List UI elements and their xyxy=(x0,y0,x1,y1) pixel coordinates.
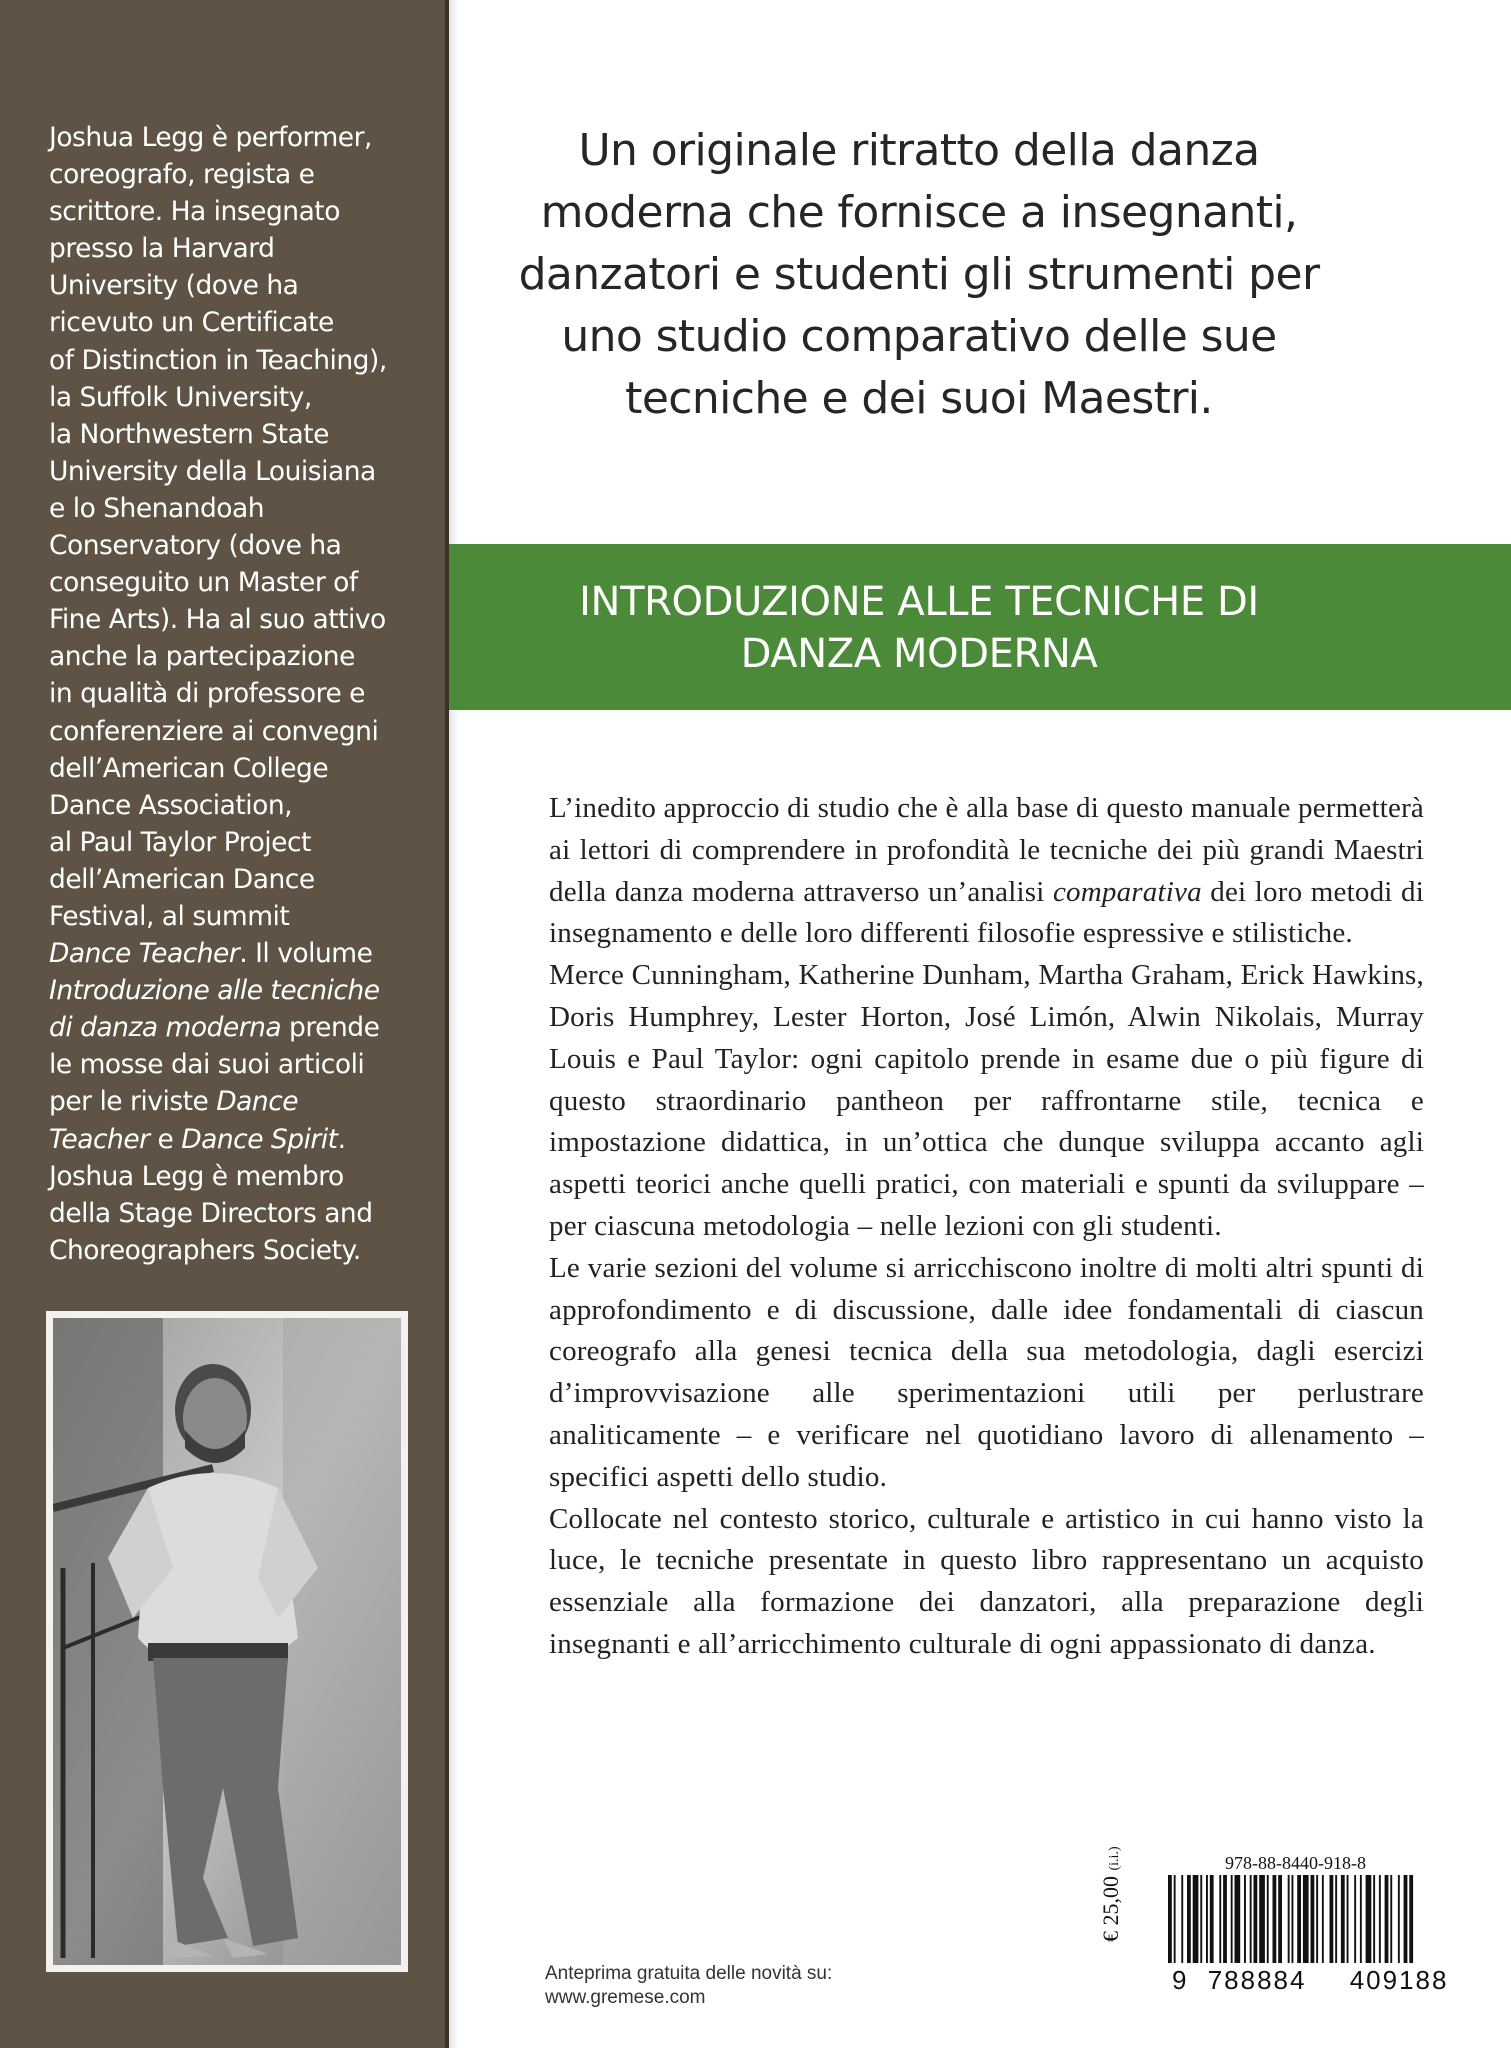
book-title: Introduzione alle tecniche xyxy=(49,975,380,1007)
isbn-number: 978-88-8440-918-8 xyxy=(1225,1853,1366,1873)
bio-text: prende xyxy=(281,1012,380,1044)
bio-line: scrittore. Ha insegnato xyxy=(49,196,340,228)
bio-text: e xyxy=(149,1123,182,1155)
bio-line: dell’American Dance xyxy=(49,863,315,895)
bio-line: conferenziere ai convegni xyxy=(49,715,379,747)
bio-line: anche la partecipazione xyxy=(49,641,355,673)
bio-line: coreografo, regista e xyxy=(49,159,315,191)
bio-line: le mosse dai suoi articoli xyxy=(49,1049,365,1081)
author-bio xyxy=(49,119,429,1269)
bio-line: Choreographers Society. xyxy=(49,1234,361,1266)
title-line: INTRODUZIONE ALLE TECNICHE DI xyxy=(579,579,1259,625)
bio-text: . xyxy=(337,1123,346,1155)
author-photo xyxy=(46,1311,408,1972)
bio-line: la Suffolk University, xyxy=(49,381,312,413)
bio-line xyxy=(49,1083,429,1120)
bio-line xyxy=(49,1121,429,1158)
description-paragraph: Le varie sezioni del volume si arricchiscono inoltre di molti altri spunti di approfondimento e di discussione, dalle idee fondamentali di ciascun coreografo alla genesi tecnica della sua metodologia, dagli esercizi d’improvvisazione alle sperimentazioni utili per perlustrare analiticamente – e verificare nel quotidiano lavoro di allenamento – specifici aspetti dello studio. xyxy=(549,1251,1424,1493)
bio-line: Joshua Legg è performer, xyxy=(49,122,372,153)
description-text: dei loro metodi di insegnamento e delle loro differenti filosofie espressive e stilistiche. xyxy=(549,875,1424,950)
bio-line: dell’American College xyxy=(49,752,329,784)
title-band xyxy=(449,544,1511,710)
bio-line: presso la Harvard xyxy=(49,233,275,265)
bio-line: ricevuto un Certificate xyxy=(49,307,334,339)
description-paragraph: Merce Cunningham, Katherine Dunham, Martha Graham, Erick Hawkins, Doris Humphrey, Lester Horton, José Limón, Alwin Nikolais, Murray Louis e Paul Taylor: ogni capitolo prende in esame due o più figure di questo straordinario pantheon per raffrontarne stile, tecnica e impostazione didattica, in un’ottica che dunque sviluppa accanto agli aspetti teorici anche quelli pratici, con materiali e spunti da sviluppare – per ciascuna metodologia – nelle lezioni con gli studenti. xyxy=(549,959,1424,1242)
tagline xyxy=(509,120,1329,430)
magazine-title: Dance xyxy=(216,1086,299,1118)
description-text: L’inedito approccio di studio che è alla base di questo manuale permetterà ai lettori di comprendere in profondità le tecniche dei più grandi Maestri della danza moderna attraverso un’analisi xyxy=(549,792,1424,908)
bio-line: Conservatory (dove ha xyxy=(49,530,342,562)
bio-line: of Distinction in Teaching), xyxy=(49,344,387,376)
bio-text: . Il volume xyxy=(239,938,373,970)
tagline-line: danzatori e studenti gli strumenti per xyxy=(518,249,1320,300)
bio-line: al Paul Taylor Project xyxy=(49,826,311,858)
publisher-preview xyxy=(545,1962,832,2010)
tagline-line: moderna che fornisce a insegnanti, xyxy=(540,187,1298,238)
preview-text: Anteprima gratuita delle novità su: xyxy=(545,1963,833,1984)
bio-line: conseguito un Master of xyxy=(49,567,358,599)
book-title-heading xyxy=(449,576,1389,680)
bio-line: Dance Association, xyxy=(49,789,293,821)
bio-line: University (dove ha xyxy=(49,270,299,302)
price-note: (i.i.) xyxy=(1107,1846,1122,1871)
bio-line: Fine Arts). Ha al suo attivo xyxy=(49,604,386,636)
magazine-title: Dance Teacher xyxy=(49,938,240,970)
publisher-url: www.gremese.com xyxy=(545,1987,706,2008)
author-portrait-illustration xyxy=(53,1318,401,1965)
tagline-line: tecniche e dei suoi Maestri. xyxy=(625,373,1213,424)
bio-line xyxy=(49,935,429,972)
bio-line: in qualità di professore e xyxy=(49,678,365,710)
barcode-right-group: 409188 xyxy=(1349,1965,1449,1995)
price-label xyxy=(1098,1846,1124,1942)
bio-line: la Northwestern State xyxy=(49,418,329,450)
barcode-left-group: 788884 xyxy=(1207,1965,1307,1995)
barcode-first-digit: 9 xyxy=(1172,1965,1189,1995)
author-sidebar xyxy=(0,0,449,2048)
description-paragraph: Collocate nel contesto storico, culturale e artistico in cui hanno visto la luce, le tecniche presentate in questo libro rappresentano un acquisto essenziale alla formazione dei danzatori, alla preparazione degli insegnanti e all’arricchimento culturale di ogni appassionato di danza. xyxy=(549,1502,1424,1660)
spine-shadow xyxy=(449,0,459,2048)
book-title: di danza moderna xyxy=(49,1012,282,1044)
bio-line xyxy=(49,972,429,1009)
magazine-title: Dance Spirit xyxy=(181,1123,338,1155)
emphasis-text: comparativa xyxy=(1052,875,1202,908)
bio-line: University della Louisiana xyxy=(49,455,376,487)
tagline-line: uno studio comparativo delle sue xyxy=(561,311,1277,362)
book-description xyxy=(549,788,1424,1666)
main-panel xyxy=(449,0,1511,2048)
description-paragraph xyxy=(549,788,1424,955)
magazine-title: Teacher xyxy=(49,1123,150,1155)
barcode-icon xyxy=(1164,1875,1472,1963)
bio-line: della Stage Directors and xyxy=(49,1197,373,1229)
tagline-line: Un originale ritratto della danza xyxy=(578,125,1260,176)
title-line: DANZA MODERNA xyxy=(740,631,1098,677)
barcode-digits xyxy=(1172,1965,1472,1996)
bio-line: Festival, al summit xyxy=(49,900,290,932)
price-value: € 25,00 xyxy=(1098,1876,1123,1942)
bio-line: e lo Shenandoah xyxy=(49,492,265,524)
bio-line xyxy=(49,1009,429,1046)
bio-line: Joshua Legg è membro xyxy=(49,1160,344,1192)
bio-text: per le riviste xyxy=(49,1086,217,1118)
